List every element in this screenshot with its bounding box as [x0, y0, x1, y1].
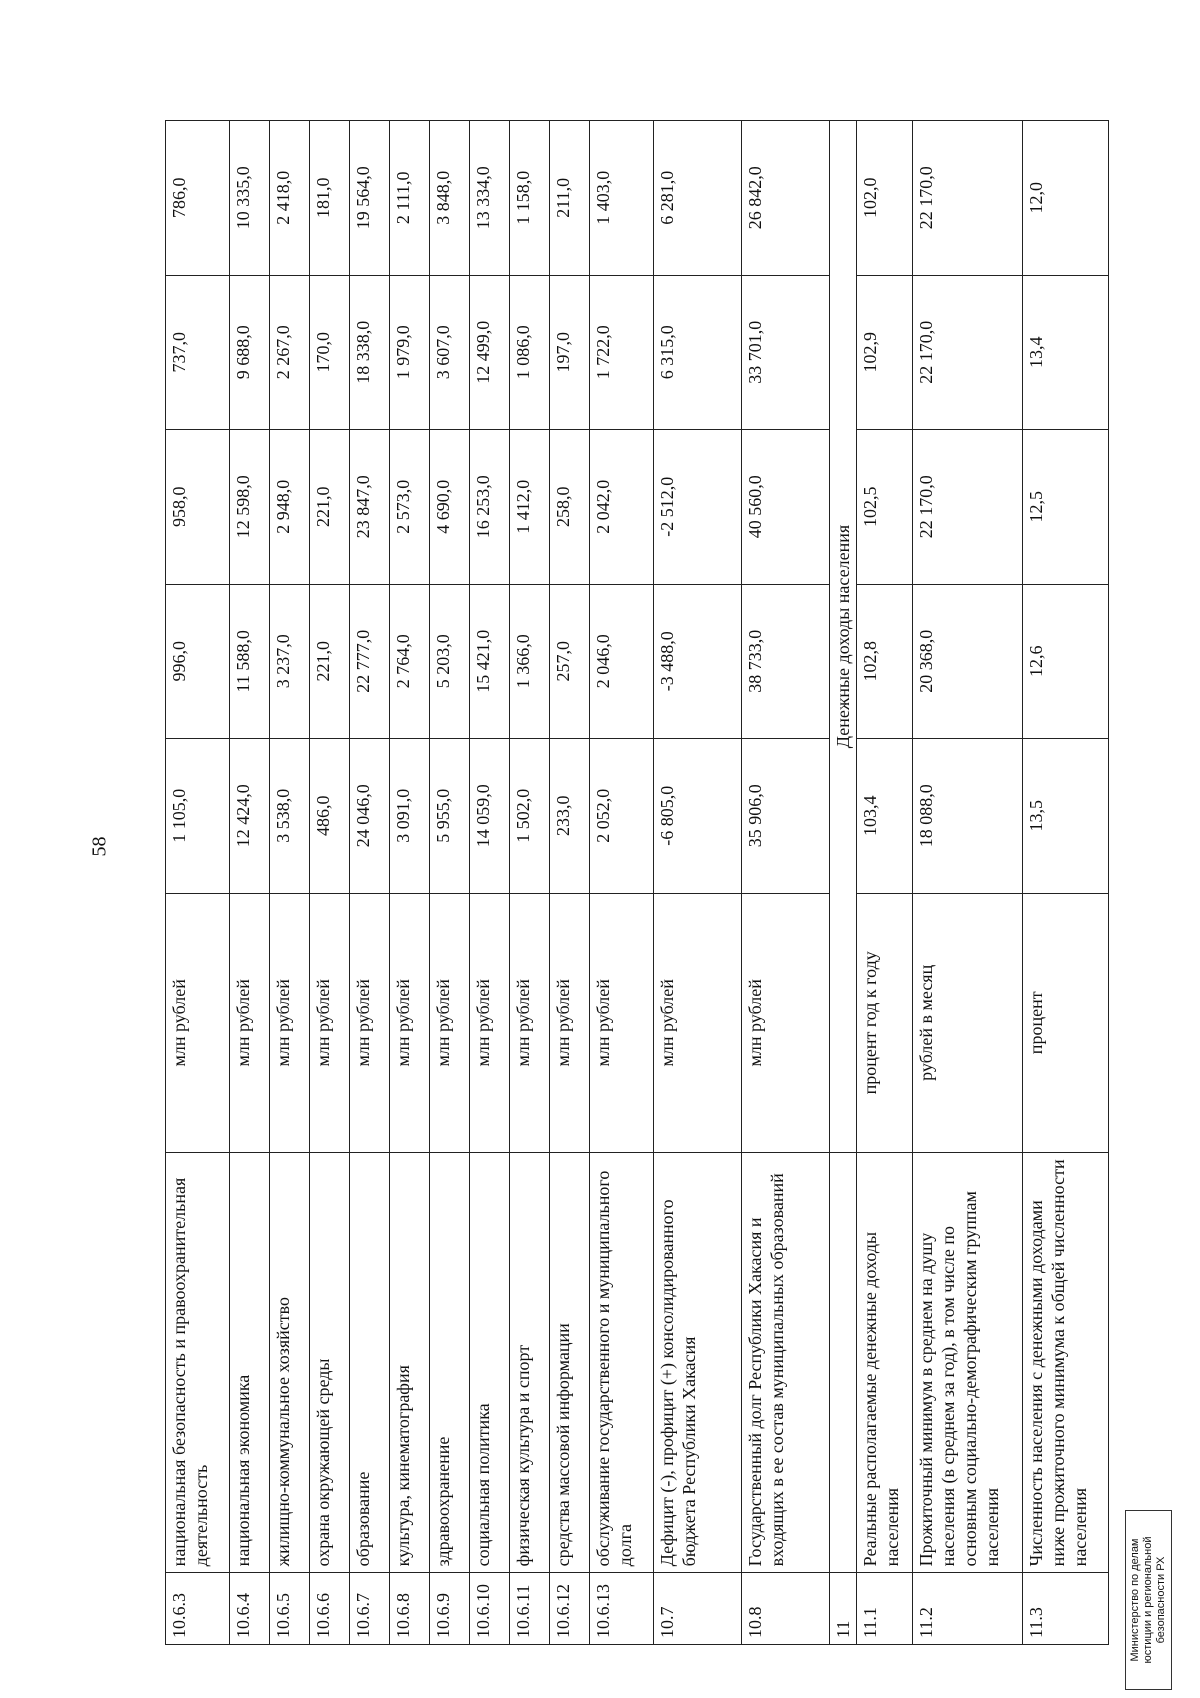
- table-row: [230, 121, 270, 1645]
- stamp-line: Министерство по делам: [1129, 1538, 1141, 1662]
- row-value: 786,0: [166, 121, 230, 276]
- table-row: [470, 121, 510, 1645]
- row-value: 1 086,0: [510, 275, 550, 430]
- row-code: 10.8: [742, 1573, 830, 1645]
- row-value: -6 805,0: [654, 739, 742, 894]
- row-value: 1 105,0: [166, 739, 230, 894]
- row-value: 1 158,0: [510, 121, 550, 276]
- row-value: 257,0: [550, 584, 590, 739]
- row-value: 1 502,0: [510, 739, 550, 894]
- row-code: 10.6.11: [510, 1573, 550, 1645]
- row-value: 102,8: [857, 584, 913, 739]
- row-value: 13,4: [1023, 275, 1109, 430]
- table-row: [913, 121, 1023, 1645]
- table-row: [350, 121, 390, 1645]
- stamp-line: безопасности РХ: [1155, 1556, 1167, 1644]
- row-code: 10.6.6: [310, 1573, 350, 1645]
- row-unit: млн рублей: [350, 893, 390, 1153]
- row-unit: млн рублей: [510, 893, 550, 1153]
- row-value: 24 046,0: [350, 739, 390, 894]
- row-value: 3 538,0: [270, 739, 310, 894]
- row-value: 170,0: [310, 275, 350, 430]
- row-value: 102,9: [857, 275, 913, 430]
- row-name: Государственный долг Республики Хакасия и входящих в ее состав муниципальных образований: [742, 1153, 830, 1573]
- row-value: 13 334,0: [470, 121, 510, 276]
- row-value: 14 059,0: [470, 739, 510, 894]
- table-row: [1023, 121, 1109, 1645]
- row-value: 211,0: [550, 121, 590, 276]
- row-code: 10.6.5: [270, 1573, 310, 1645]
- row-name: средства массовой информации: [550, 1153, 590, 1573]
- row-value: 2 267,0: [270, 275, 310, 430]
- row-value: 102,5: [857, 430, 913, 585]
- section-code: 11: [830, 1573, 857, 1645]
- row-unit: млн рублей: [654, 893, 742, 1153]
- row-value: 1 979,0: [390, 275, 430, 430]
- row-code: 10.6.7: [350, 1573, 390, 1645]
- row-value: 22 170,0: [913, 430, 1023, 585]
- row-code: 10.6.12: [550, 1573, 590, 1645]
- row-value: 737,0: [166, 275, 230, 430]
- row-value: 16 253,0: [470, 430, 510, 585]
- row-name: национальная безопасность и правоохранительная деятельность: [166, 1153, 230, 1573]
- row-value: 18 088,0: [913, 739, 1023, 894]
- section-title: Денежные доходы населения: [830, 121, 857, 1153]
- row-code: 11.2: [913, 1573, 1023, 1645]
- row-name: Численность населения с денежными доходами ниже прожиточного минимума к общей численности населения: [1023, 1153, 1109, 1573]
- table-row: [550, 121, 590, 1645]
- row-value: 197,0: [550, 275, 590, 430]
- row-value: 15 421,0: [470, 584, 510, 739]
- row-unit: процент: [1023, 893, 1109, 1153]
- row-code: 10.6.9: [430, 1573, 470, 1645]
- row-value: 33 701,0: [742, 275, 830, 430]
- rotated-table-container: [165, 120, 1090, 1645]
- row-value: 12 598,0: [230, 430, 270, 585]
- row-unit: млн рублей: [270, 893, 310, 1153]
- row-value: 35 906,0: [742, 739, 830, 894]
- row-name: здравоохранение: [430, 1153, 470, 1573]
- row-value: 3 607,0: [430, 275, 470, 430]
- row-value: 2 948,0: [270, 430, 310, 585]
- row-value: 12,5: [1023, 430, 1109, 585]
- row-code: 10.7: [654, 1573, 742, 1645]
- row-value: 23 847,0: [350, 430, 390, 585]
- row-value: 996,0: [166, 584, 230, 739]
- stamp-line: юстиции и региональной: [1142, 1536, 1154, 1664]
- row-unit: млн рублей: [166, 893, 230, 1153]
- row-value: 233,0: [550, 739, 590, 894]
- row-value: 1 403,0: [590, 121, 654, 276]
- row-unit: млн рублей: [550, 893, 590, 1153]
- row-code: 10.6.8: [390, 1573, 430, 1645]
- row-name: Реальные располагаемые денежные доходы населения: [857, 1153, 913, 1573]
- section-row: [830, 121, 857, 1645]
- row-name: жилищно-коммунальное хозяйство: [270, 1153, 310, 1573]
- row-value: 12,6: [1023, 584, 1109, 739]
- row-unit: млн рублей: [430, 893, 470, 1153]
- row-value: 1 366,0: [510, 584, 550, 739]
- indicators-table: [165, 120, 1109, 1645]
- table-row: [742, 121, 830, 1645]
- row-unit: млн рублей: [390, 893, 430, 1153]
- row-name: социальная политика: [470, 1153, 510, 1573]
- section-blank: [830, 1153, 857, 1573]
- row-name: культура, кинематография: [390, 1153, 430, 1573]
- row-value: 11 588,0: [230, 584, 270, 739]
- table-row: [390, 121, 430, 1645]
- row-value: 221,0: [310, 430, 350, 585]
- row-value: 26 842,0: [742, 121, 830, 276]
- row-value: 2 111,0: [390, 121, 430, 276]
- row-code: 10.6.10: [470, 1573, 510, 1645]
- row-value: 2 046,0: [590, 584, 654, 739]
- table-row: [654, 121, 742, 1645]
- row-value: 12 499,0: [470, 275, 510, 430]
- row-code: 10.6.3: [166, 1573, 230, 1645]
- row-name: Прожиточный минимум в среднем на душу населения (в среднем за год), в том числе по основным социально-демографическим группам населения: [913, 1153, 1023, 1573]
- row-name: физическая культура и спорт: [510, 1153, 550, 1573]
- row-value: 18 338,0: [350, 275, 390, 430]
- table-row: [310, 121, 350, 1645]
- row-code: 10.6.4: [230, 1573, 270, 1645]
- row-value: 486,0: [310, 739, 350, 894]
- row-value: 22 170,0: [913, 121, 1023, 276]
- row-value: 10 335,0: [230, 121, 270, 276]
- row-value: 1 412,0: [510, 430, 550, 585]
- row-value: 5 203,0: [430, 584, 470, 739]
- ministry-stamp: [1125, 1510, 1172, 1690]
- row-value: 6 315,0: [654, 275, 742, 430]
- row-name: Дефицит (-), профицит (+) консолидированного бюджета Республики Хакасия: [654, 1153, 742, 1573]
- row-value: 3 848,0: [430, 121, 470, 276]
- table-row: [857, 121, 913, 1645]
- row-value: 2 042,0: [590, 430, 654, 585]
- row-value: 12 424,0: [230, 739, 270, 894]
- page-number: 58: [88, 836, 111, 857]
- row-value: -2 512,0: [654, 430, 742, 585]
- row-value: 2 764,0: [390, 584, 430, 739]
- row-value: 258,0: [550, 430, 590, 585]
- row-unit: процент год к году: [857, 893, 913, 1153]
- row-value: 13,5: [1023, 739, 1109, 894]
- row-code: 11.3: [1023, 1573, 1109, 1645]
- row-code: 11.1: [857, 1573, 913, 1645]
- row-name: обслуживание государственного и муниципального долга: [590, 1153, 654, 1573]
- row-value: -3 488,0: [654, 584, 742, 739]
- row-value: 5 955,0: [430, 739, 470, 894]
- row-value: 1 722,0: [590, 275, 654, 430]
- row-value: 2 052,0: [590, 739, 654, 894]
- row-name: национальная экономика: [230, 1153, 270, 1573]
- row-value: 958,0: [166, 430, 230, 585]
- row-value: 19 564,0: [350, 121, 390, 276]
- row-unit: млн рублей: [590, 893, 654, 1153]
- row-value: 9 688,0: [230, 275, 270, 430]
- row-value: 22 777,0: [350, 584, 390, 739]
- row-value: 221,0: [310, 584, 350, 739]
- row-value: 2 418,0: [270, 121, 310, 276]
- row-name: охрана окружающей среды: [310, 1153, 350, 1573]
- row-value: 6 281,0: [654, 121, 742, 276]
- table-row: [270, 121, 310, 1645]
- row-value: 4 690,0: [430, 430, 470, 585]
- row-unit: млн рублей: [470, 893, 510, 1153]
- row-code: 10.6.13: [590, 1573, 654, 1645]
- table-row: [166, 121, 230, 1645]
- row-value: 181,0: [310, 121, 350, 276]
- row-value: 102,0: [857, 121, 913, 276]
- row-value: 38 733,0: [742, 584, 830, 739]
- row-unit: рублей в месяц: [913, 893, 1023, 1153]
- table-row: [430, 121, 470, 1645]
- row-value: 3 237,0: [270, 584, 310, 739]
- row-name: образование: [350, 1153, 390, 1573]
- row-unit: млн рублей: [230, 893, 270, 1153]
- row-value: 12,0: [1023, 121, 1109, 276]
- row-unit: млн рублей: [310, 893, 350, 1153]
- row-value: 20 368,0: [913, 584, 1023, 739]
- table-row: [510, 121, 550, 1645]
- row-value: 103,4: [857, 739, 913, 894]
- row-value: 22 170,0: [913, 275, 1023, 430]
- row-unit: млн рублей: [742, 893, 830, 1153]
- row-value: 40 560,0: [742, 430, 830, 585]
- row-value: 3 091,0: [390, 739, 430, 894]
- row-value: 2 573,0: [390, 430, 430, 585]
- table-row: [590, 121, 654, 1645]
